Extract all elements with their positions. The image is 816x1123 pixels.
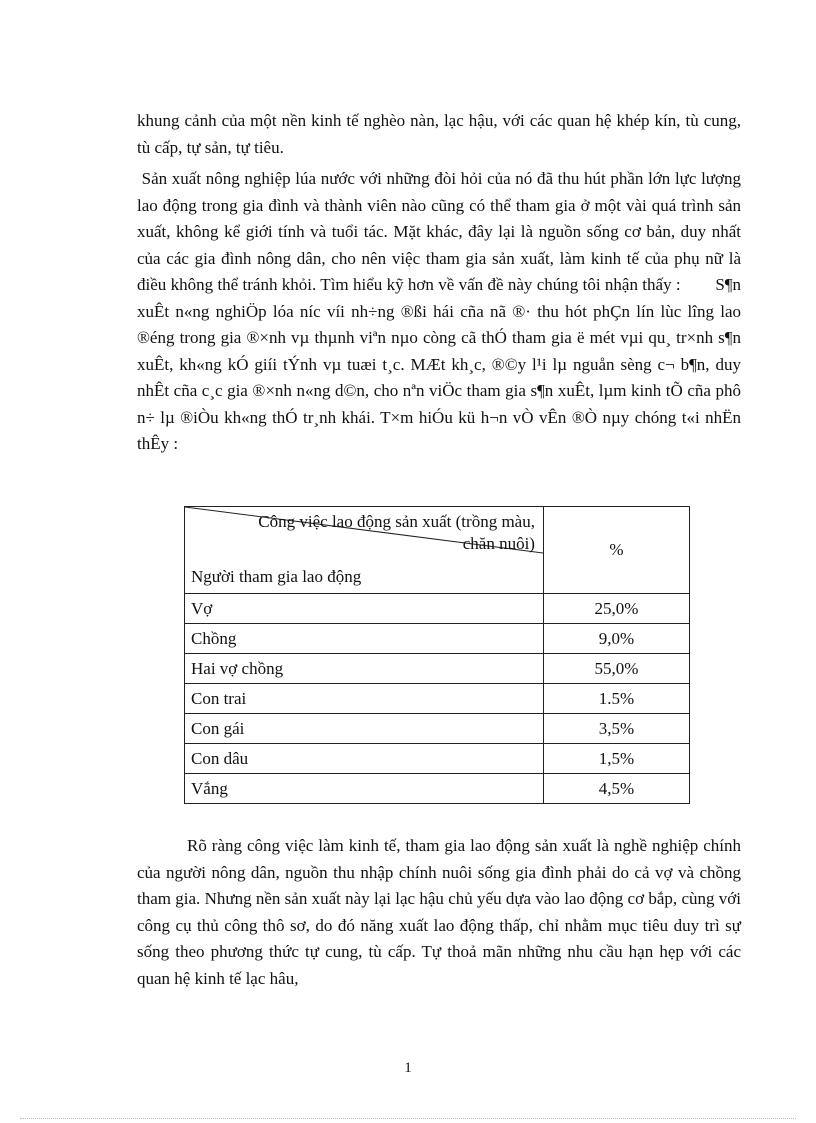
- diagonal-header-cell: [185, 507, 544, 594]
- paragraph-intro: khung cảnh của một nền kinh tế nghèo nàn, lạc hậu, với các quan hệ khép kín, tù cung, tù cấp, tự sản, tự tiêu.: [137, 111, 741, 157]
- header-work-type: Công việc lao động sản xuất (trồng màu, chăn nuôi): [258, 512, 535, 553]
- row-label: Vắng: [185, 774, 544, 804]
- row-label: Con gái: [185, 714, 544, 744]
- row-value: 3,5%: [543, 714, 689, 744]
- page-bottom-divider: [20, 1118, 796, 1119]
- header-percent: %: [543, 507, 689, 594]
- paragraph-labor-text: Sản xuất nông nghiệp lúa nước với những đòi hỏi của nó đã thu hút phần lớn lực lượng lao động trong gia đình và thành viên nào cũng có thể tham gia ở một vài quá trình sản xuất, không kể giới tính và tuổi tác. Mặt khác, đây lại là nguồn sống cơ bản, duy nhất của các gia đình nông dân, cho nên việc tham gia sản xuất, làm kinh tế của phụ nữ là điều không thể tránh khỏi. Tìm hiểu kỹ hơn về vấn đề này chúng tôi nhận thấy :: [137, 169, 741, 294]
- paragraph-conclusion: Rõ ràng công việc làm kinh tế, tham gia lao động sản xuất là nghề nghiệp chính của người nông dân, nguồn thu nhập chính nuôi sống gia đình phải do cả vợ và chồng tham gia. Nhưng nền sản xuất này lại lạc hậu chủ yếu dựa vào lao động cơ bắp, cùng với công cụ thủ công thô sơ, do đó năng xuất lao động thấp, chỉ nhằm mục tiêu duy trì sự sống theo phương thức tự cung, tù cấp. Tự thoả mãn những nhu cầu hạn hẹp với các quan hệ kinh tế lạc hâu,: [137, 836, 741, 988]
- row-value: 1,5%: [543, 744, 689, 774]
- row-value: 9,0%: [543, 624, 689, 654]
- paragraph-labor-garbled: S¶n xuÊt n«ng nghiÖp lóa níc víi nh÷ng ®ßi hái cña nã ®· thu hót phÇn lín lùc lîng lao ®éng trong gia ®×nh vµ thµnh viªn nµo còng cã thÓ tham gia ë mét vµi qu¸ tr×nh s¶n xuÊt, kh«ng kÓ giíi tÝnh vµ tuæi t¸c. MÆt kh¸c, ®©y l¹i lµ nguån sèng c¬ b¶n, duy nhÊt cña c¸c gia ®×nh n«ng d©n, cho nªn viÖc tham gia s¶n xuÊt, lµm kinh tÕ cña phô n÷ lµ ®iÒu kh«ng thÓ tr¸nh khái. T×m hiÓu kü h¬n vÒ vÊn ®Ò nµy chóng t«i nhËn thÊy :: [137, 275, 741, 453]
- table-row: [185, 774, 690, 804]
- page-number: 1: [404, 1060, 412, 1076]
- row-value: 25,0%: [543, 594, 689, 624]
- table-row: [185, 744, 690, 774]
- paragraph-labor: [137, 166, 741, 458]
- header-participant: Người tham gia lao động: [191, 567, 362, 586]
- table-row: [185, 684, 690, 714]
- row-label: Con dâu: [185, 744, 544, 774]
- table-row: [185, 624, 690, 654]
- row-label: Con trai: [185, 684, 544, 714]
- table-header-row: [185, 507, 690, 594]
- row-label: Vợ: [185, 594, 544, 624]
- table-row: [185, 714, 690, 744]
- row-value: 55,0%: [543, 654, 689, 684]
- row-label: Chồng: [185, 624, 544, 654]
- table-row: [185, 654, 690, 684]
- table-row: [185, 594, 690, 624]
- row-value: 4,5%: [543, 774, 689, 804]
- labor-participation-table: [184, 506, 690, 804]
- row-value: 1.5%: [543, 684, 689, 714]
- row-label: Hai vợ chồng: [185, 654, 544, 684]
